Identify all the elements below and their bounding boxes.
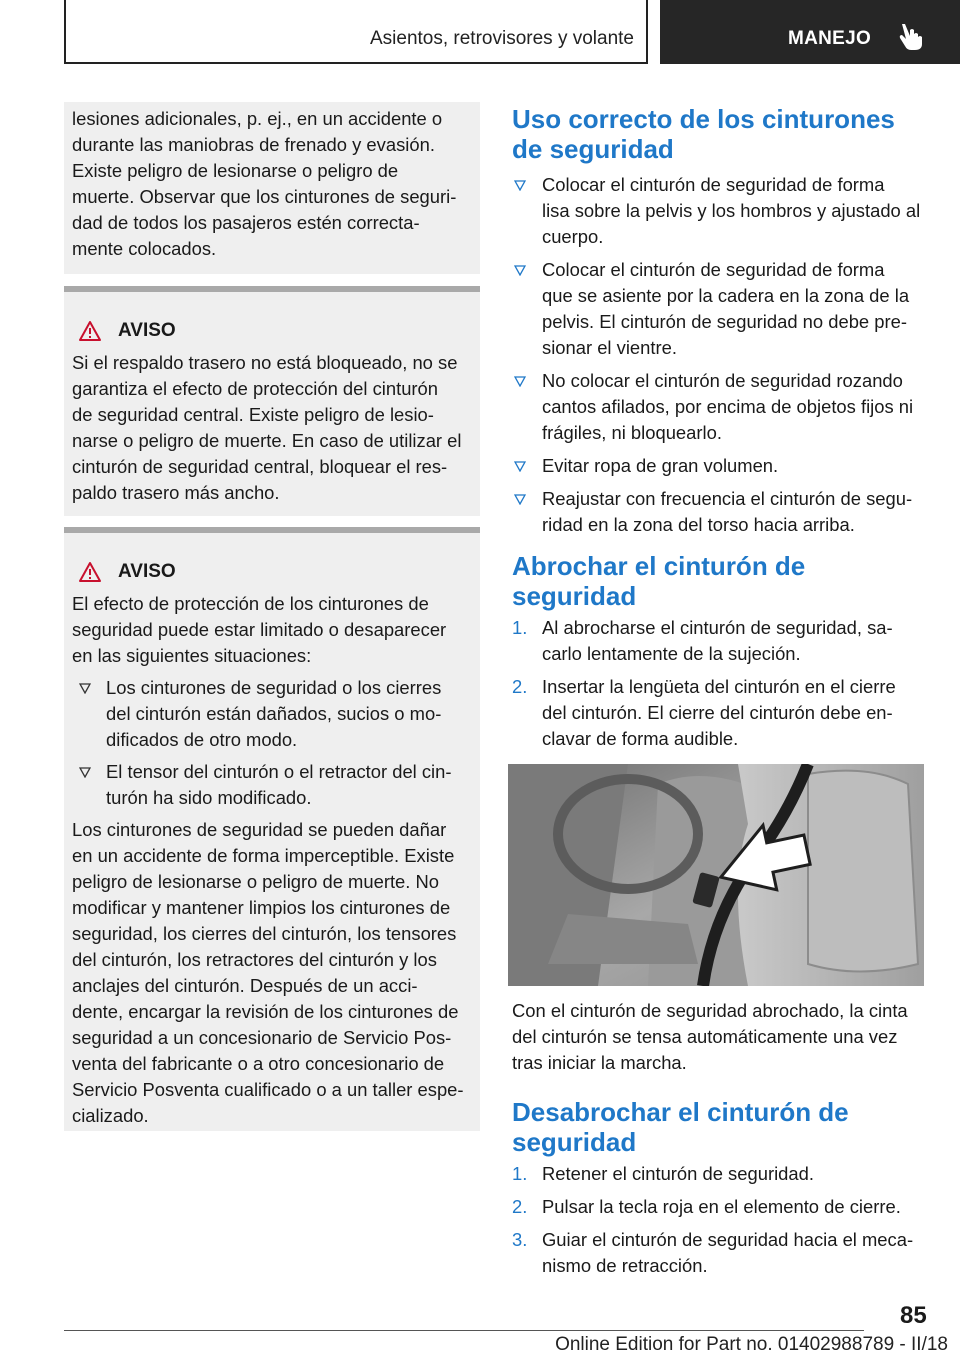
steps-list (512, 615, 928, 752)
intro-line: dad de todos los pasajeros estén correcta- (72, 212, 420, 233)
warning-header (72, 555, 472, 589)
triangle-bullet-icon (79, 683, 91, 694)
list-item: 2. Insertar la lengüeta del cinturón en el cierre del cinturón. El cierre del cinturón debe en- clavar de forma audible. (512, 676, 896, 749)
page-number: 85 (900, 1302, 927, 1329)
warning-title: AVISO (118, 561, 176, 582)
triangle-bullet-icon (514, 376, 526, 387)
list-item: 3. Guiar el cinturón de seguridad hacia el meca- nismo de retracción. (512, 1229, 914, 1276)
warning-line: en las siguientes situaciones: (72, 645, 312, 666)
list-item: Colocar el cinturón de seguridad de forma lisa sobre la pelvis y los hombros y ajustado al cuerpo. (512, 172, 928, 250)
warning-line: de seguridad central. Existe peligro de lesio- (72, 404, 434, 425)
list-item: 2. Pulsar la tecla roja en el elemento de cierre. (512, 1194, 928, 1220)
warning-box-1 (64, 286, 480, 516)
warning-box-2 (64, 527, 480, 1131)
step-number: 2. (512, 1196, 528, 1217)
warning-line: del cinturón, los retractores del cinturón y los (72, 949, 437, 970)
section-unbuckle (512, 1097, 928, 1286)
warning-line: Si el respaldo trasero no está bloqueado, no se (72, 352, 458, 373)
warning-line: cinturón de seguridad central, bloquear el res- (72, 456, 448, 477)
intro-line: Existe peligro de lesionarse o peligro de (72, 160, 399, 181)
warning-bullet-list (72, 675, 472, 811)
warning-triangle-icon (78, 561, 102, 583)
intro-line: mente colocados. (72, 238, 217, 259)
steps-list (512, 1161, 928, 1279)
warning-triangle-icon (78, 320, 102, 342)
intro-line: lesiones adicionales, p. ej., en un accidente o (72, 108, 443, 129)
chapter-label: MANEJO (788, 28, 872, 49)
caption-line: del cinturón se tensa automáticamente una vez (512, 1026, 898, 1047)
section-buckle-caption (512, 998, 928, 1076)
warning-line: El efecto de protección de los cinturones de (72, 593, 429, 614)
warning-line: seguridad, los cierres del cinturón, los tensores (72, 923, 457, 944)
triangle-bullet-icon (514, 180, 526, 191)
bullet-list (512, 172, 928, 538)
list-item: Colocar el cinturón de seguridad de forma que se asiente por la cadera en la zona de la pelvis. El cinturón de seguridad no debe pre- sionar el vientre. (512, 257, 928, 361)
triangle-bullet-icon (514, 265, 526, 276)
warning-line: seguridad a un concesionario de Servicio Pos- (72, 1027, 452, 1048)
warning-line: dente, encargar la revisión de los cinturones de (72, 1001, 459, 1022)
caption-line: tras iniciar la marcha. (512, 1052, 687, 1073)
chapter-tab (660, 0, 960, 64)
step-number: 1. (512, 1163, 528, 1184)
warning-header (72, 314, 472, 348)
list-item: Los cinturones de seguridad o los cierres del cinturón están dañados, sucios o mo- dificados de otro modo. (72, 675, 472, 753)
triangle-bullet-icon (79, 767, 91, 778)
seatbelt-buckle-photo (508, 764, 924, 986)
step-number: 1. (512, 617, 528, 638)
intro-line: muerte. Observar que los cinturones de seguri- (72, 186, 457, 207)
warning-line: garantiza el efecto de protección del cinturón (72, 378, 438, 399)
caption-line: Con el cinturón de seguridad abrochado, la cinta (512, 1000, 908, 1021)
triangle-bullet-icon (514, 461, 526, 472)
list-item: No colocar el cinturón de seguridad rozando cantos afilados, por encima de objetos fijos ni frágiles, ni bloquearlo. (512, 368, 928, 446)
section-heading: Desabrochar el cinturón de seguridad (512, 1097, 849, 1157)
section-heading: Abrochar el cinturón de seguridad (512, 551, 806, 611)
warning-line: peligro de lesionarse o peligro de muerte. No (72, 871, 440, 892)
header-title: Asientos, retrovisores y volante (369, 28, 634, 49)
footer-edition: Online Edition for Part no. 01402988789 - II/18 (555, 1334, 948, 1355)
warning-line: paldo trasero más ancho. (72, 482, 280, 503)
header-title-frame (64, 0, 648, 64)
triangle-bullet-icon (514, 494, 526, 505)
warning-line: Los cinturones de seguridad se pueden dañar (72, 819, 447, 840)
list-item: El tensor del cinturón o el retractor del cin- turón ha sido modificado. (72, 759, 472, 811)
intro-note-box (64, 102, 480, 274)
pointing-hand-icon (898, 22, 924, 52)
warning-line: anclajes del cinturón. Después de un acci- (72, 975, 418, 996)
intro-line: durante las maniobras de frenado y evasión. (72, 134, 435, 155)
warning-line: narse o peligro de muerte. En caso de utilizar el (72, 430, 462, 451)
list-item: 1. Al abrocharse el cinturón de seguridad, sa- carlo lentamente de la sujeción. (512, 617, 893, 664)
list-item: 1. Retener el cinturón de seguridad. (512, 1161, 928, 1187)
list-item: Evitar ropa de gran volumen. (512, 453, 928, 479)
warning-line: modificar y mantener limpios los cinturones de (72, 897, 451, 918)
section-heading: Uso correcto de los cinturones de seguridad (512, 104, 895, 164)
warning-line: Servicio Posventa cualificado o a un taller espe- (72, 1079, 464, 1100)
step-number: 3. (512, 1229, 528, 1250)
warning-line: cializado. (72, 1105, 149, 1126)
warning-line: seguridad puede estar limitado o desaparecer (72, 619, 447, 640)
warning-line: venta del fabricante o a otro concesionario de (72, 1053, 445, 1074)
warning-title: AVISO (118, 320, 176, 341)
section-correct-use (512, 104, 928, 545)
step-number: 2. (512, 676, 528, 697)
section-buckle (512, 551, 928, 759)
list-item: Reajustar con frecuencia el cinturón de segu- ridad en la zona del torso hacia arriba. (512, 486, 928, 538)
warning-line: en un accidente de forma imperceptible. Existe (72, 845, 455, 866)
footer-divider (64, 1330, 864, 1331)
